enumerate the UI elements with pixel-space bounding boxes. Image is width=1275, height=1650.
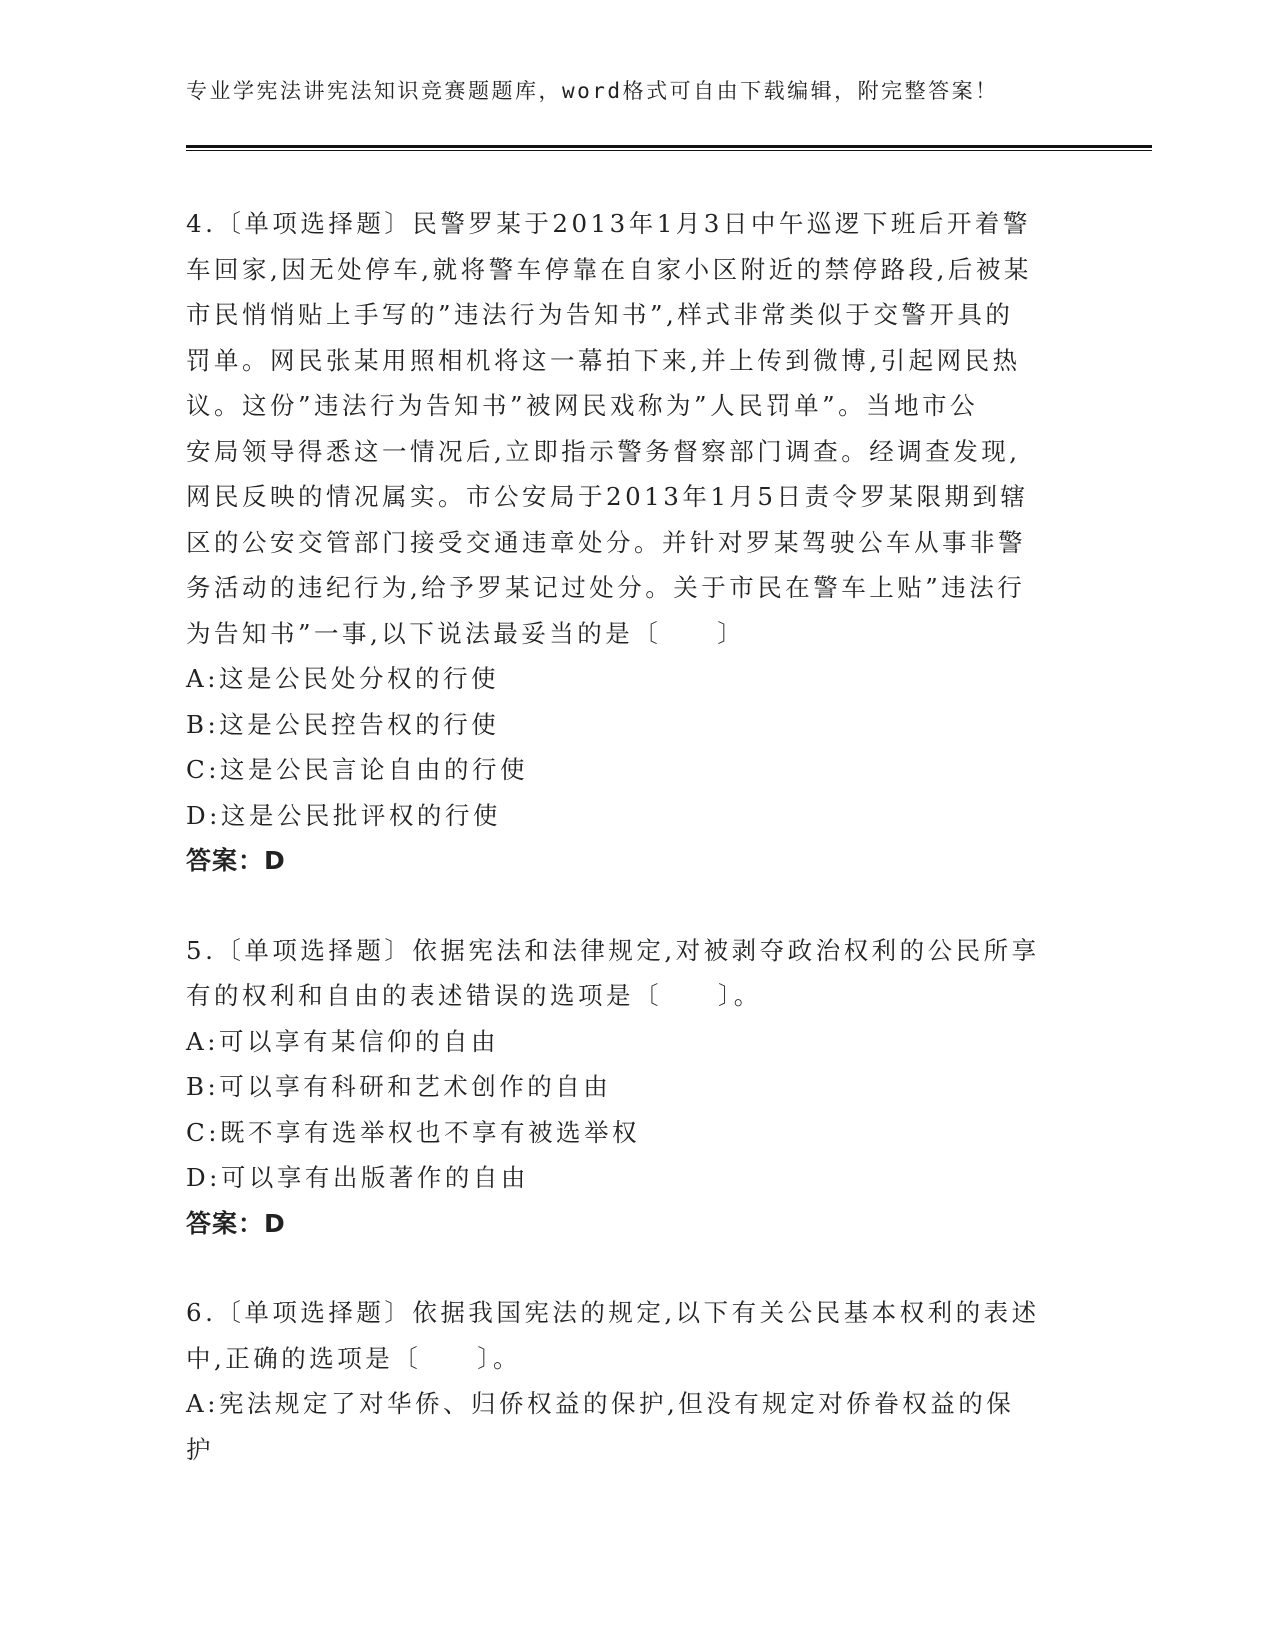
- option-d: D:可以享有出版著作的自由: [186, 1163, 529, 1192]
- option-c: C:既不享有选举权也不享有被选举权: [186, 1117, 640, 1147]
- question-list: [186, 201, 1086, 1472]
- question-stem-line: 议。这份”违法行为告知书”被网民戏称为”人民罚单”。当地市公: [186, 391, 979, 420]
- option-b: B:这是公民控告权的行使: [186, 709, 500, 739]
- option-a-continued: 护: [186, 1434, 214, 1464]
- option-a: A:宪法规定了对华侨、归侨权益的保护,但没有规定对侨眷权益的保: [186, 1389, 1015, 1418]
- option-c: C:这是公民言论自由的行使: [186, 755, 528, 784]
- option-b: B:可以享有科研和艺术创作的自由: [186, 1072, 612, 1101]
- option-d: D:这是公民批评权的行使: [186, 800, 501, 830]
- question-4: [186, 201, 1086, 884]
- question-stem-line: 安局领导得悉这一情况后,立即指示警务督察部门调查。经调查发现,: [186, 436, 1021, 466]
- answer-label: 答案：D: [186, 846, 286, 875]
- question-stem-line: 有的权利和自由的表述错误的选项是〔 〕。: [186, 981, 762, 1010]
- question-stem-line: 为告知书”一事,以下说法最妥当的是〔 〕: [186, 618, 746, 648]
- question-stem-line: 5.〔单项选择题〕依据宪法和法律规定,对被剥夺政治权利的公民所享: [186, 935, 1040, 965]
- question-stem-line: 6.〔单项选择题〕依据我国宪法的规定,以下有关公民基本权利的表述: [186, 1298, 1040, 1327]
- question-stem-line: 网民反映的情况属实。市公安局于2013年1月5日责令罗某限期到辖: [186, 482, 1029, 511]
- answer-label: 答案：D: [186, 1208, 286, 1238]
- question-stem-line: 市民悄悄贴上手写的”违法行为告知书”,样式非常类似于交警开具的: [186, 300, 1014, 329]
- question-stem-line: 务活动的违纪行为,给予罗某记过处分。关于市民在警车上贴”违法行: [186, 573, 1026, 602]
- question-stem-line: 4.〔单项选择题〕民警罗某于2013年1月3日中午巡逻下班后开着警: [186, 209, 1031, 238]
- header-rule-thin: [186, 150, 1152, 151]
- question-stem-line: 中,正确的选项是〔 〕。: [186, 1343, 522, 1373]
- question-stem-line: 区的公安交管部门接受交通违章处分。并针对罗某驾驶公车从事非警: [186, 527, 1026, 557]
- header-rule: [186, 145, 1152, 148]
- question-5: [186, 928, 1086, 1247]
- question-stem-line: 罚单。网民张某用照相机将这一幕拍下来,并上传到微博,引起网民热: [186, 345, 1021, 375]
- page-header-text: 专业学宪法讲宪法知识竞赛题题库，word格式可自由下载编辑，附完整答案！: [186, 79, 999, 103]
- option-a: A:可以享有某信仰的自由: [186, 1026, 499, 1056]
- question-6: [186, 1290, 1086, 1472]
- option-a: A:这是公民处分权的行使: [186, 664, 499, 693]
- question-stem-line: 车回家,因无处停车,就将警车停靠在自家小区附近的禁停路段,后被某: [186, 254, 1032, 284]
